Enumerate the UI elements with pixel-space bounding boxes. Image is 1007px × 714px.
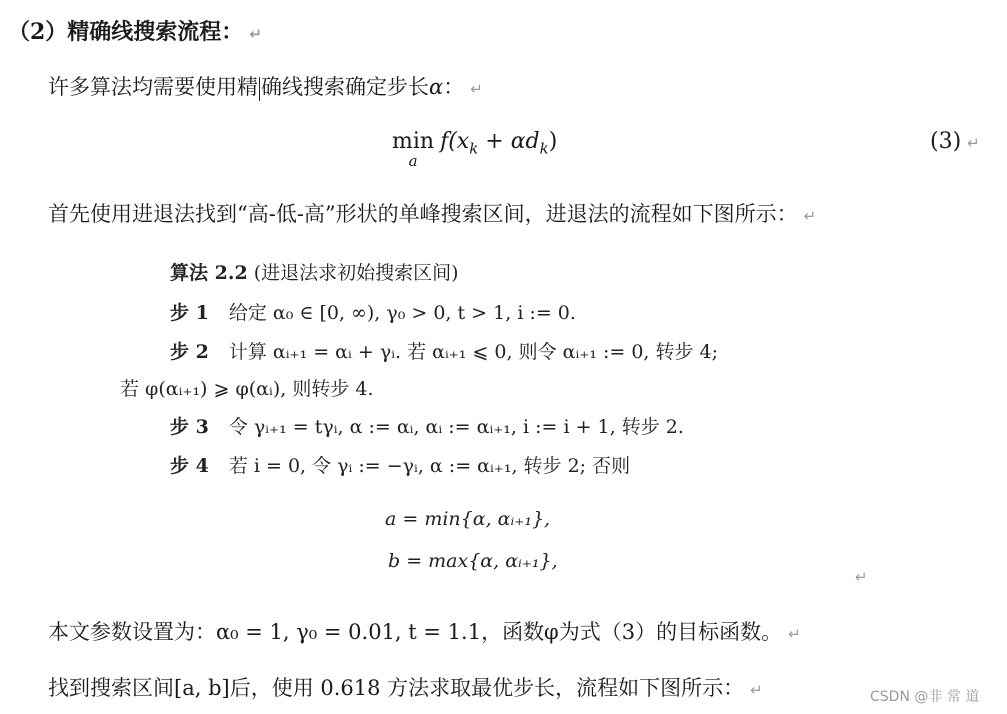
- algorithm-step-2-cont: 若 φ(αᵢ₊₁) ⩾ φ(αᵢ), 则转步 4.: [120, 378, 374, 400]
- equation-number: (3) ↵: [930, 129, 980, 154]
- algorithm-step-1: 步 1 给定 α₀ ∈ [0, ∞), γ₀ > 0, t > 1, i := 0.: [170, 302, 576, 324]
- text-cursor: [259, 77, 260, 101]
- algorithm-step-4: 步 4 若 i = 0, 令 γᵢ := −γᵢ, α := αᵢ₊₁, 转步 2; 否则: [170, 455, 631, 477]
- equation-min: min a $f(x_k + \alpha d_k)$: [392, 129, 558, 170]
- algorithm-eq-b: b = max{α, αᵢ₊₁},: [388, 550, 558, 572]
- paragraph-mark: ↵: [750, 681, 763, 699]
- paragraph-parameters: 本文参数设置为：α₀ = 1, γ₀ = 0.01, t = 1.1，函数φ为式（3）的目标函数。 ↵: [48, 620, 801, 644]
- paragraph-golden-section: 找到搜索区间[a, b]后，使用 0.618 方法求取最优步长，流程如下图所示： ↵: [48, 676, 763, 700]
- paragraph-mark: ↵: [470, 80, 483, 98]
- algorithm-eq-a: a = min{α, αᵢ₊₁},: [385, 508, 551, 530]
- paragraph-mark: ↵: [803, 207, 817, 225]
- algorithm-title: 算法 2.2 (进退法求初始搜索区间): [170, 262, 459, 284]
- algorithm-step-3: 步 3 令 γᵢ₊₁ = tγᵢ, α := αᵢ, αᵢ := αᵢ₊₁, i := i + 1, 转步 2.: [170, 416, 684, 438]
- watermark: CSDN @非 常 道: [870, 689, 980, 705]
- equation-block: [0, 126, 1007, 176]
- paragraph-mark: ↵: [855, 568, 868, 586]
- section-heading: （2）精确线搜索流程： ↵: [8, 19, 262, 45]
- paragraph-mark: ↵: [788, 625, 801, 643]
- paragraph-mark: ↵: [249, 25, 262, 43]
- paragraph-intro: 许多算法均需要使用精 确线搜索确定步长α： ↵: [48, 75, 483, 99]
- algorithm-step-2: 步 2 计算 αᵢ₊₁ = αᵢ + γᵢ. 若 αᵢ₊₁ ⩽ 0, 则令 αᵢ₊₁ := 0, 转步 4;: [170, 341, 719, 363]
- paragraph-method: 首先使用进退法找到“高-低-高”形状的单峰搜索区间，进退法的流程如下图所示： ↵: [48, 202, 817, 226]
- algorithm-figure: [110, 250, 870, 590]
